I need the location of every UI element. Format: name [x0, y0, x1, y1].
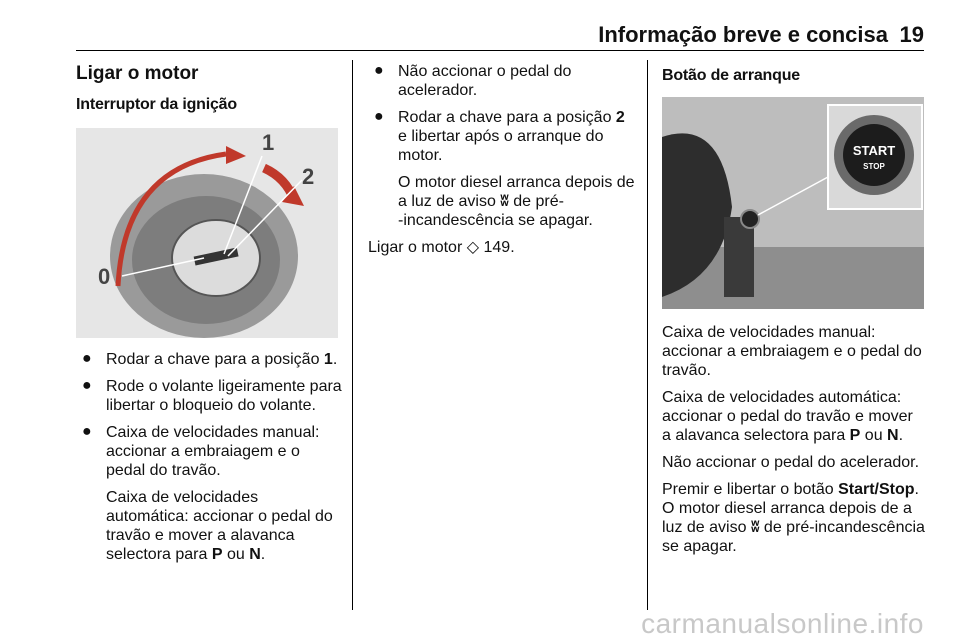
bullet-icon: ● [374, 62, 384, 79]
ignition-switch-figure [76, 128, 338, 338]
column-divider-2 [647, 60, 648, 610]
steering-column [724, 217, 754, 297]
section-heading: Ligar o motor [76, 63, 199, 84]
column-divider-1 [352, 60, 353, 610]
bullet-icon: ● [82, 377, 92, 394]
glow-plug-warning-icon: ʬ [750, 519, 760, 536]
paragraph: Premir e libertar o botão Start/Stop. O motor diesel arranca depois de a luz de aviso ʬ de pré-incandescência se apagar. [662, 481, 925, 555]
bullet-icon: ● [374, 108, 384, 125]
column-3 [662, 62, 926, 564]
list-item: ● Rodar a chave para a posição 2 e libertar após o arranque do motor. [374, 108, 625, 164]
list-item-continuation: Caixa de velocidades automática: accionar o pedal do travão e mover a alavanca selectora para P ou N. [106, 489, 333, 563]
button-label-stop: STOP [863, 162, 885, 171]
list-item: ● Rodar a chave para a posição 1. [82, 350, 338, 368]
glow-plug-warning-icon: ʬ [500, 193, 509, 210]
figure-label-1: 1 [262, 130, 275, 155]
bullet-icon: ● [82, 423, 92, 440]
subsection-heading: Interruptor da ignição [76, 96, 237, 113]
small-start-button [741, 210, 759, 228]
column-2 [368, 62, 636, 265]
figure-label-0: 0 [98, 264, 111, 289]
list-item: ● Não accionar o pedal do acelerador. [374, 62, 572, 99]
list-item: ● Caixa de velocidades manual: accionar a embraiagem e o pedal do travão. [82, 423, 320, 479]
page-reference[interactable]: Ligar o motor ◇ 149. [368, 239, 515, 256]
subsection-heading: Botão de arranque [662, 67, 800, 84]
figure-label-2: 2 [302, 164, 315, 189]
start-button-figure [662, 97, 924, 309]
column-1 [76, 62, 342, 572]
paragraph: Caixa de velocidades manual: accionar a embraiagem e o pedal do travão. [662, 324, 922, 379]
button-label-start: START [852, 143, 896, 158]
bullet-icon: ● [82, 350, 92, 367]
header-rule [76, 50, 924, 51]
page-reference-arrow-icon: ◇ [466, 239, 480, 256]
paragraph: Não accionar o pedal do acelerador. [662, 454, 920, 471]
list-item-continuation: O motor diesel arranca depois de a luz de aviso ʬ de pré- -incandescência se apagar. [398, 174, 635, 229]
watermark: carmanualsonline.info [641, 608, 924, 639]
list-item: ● Rode o volante ligeiramente para libertar o bloqueio do volante. [82, 377, 342, 414]
page-number: 19 [899, 22, 924, 47]
paragraph: Caixa de velocidades automática: accionar o pedal do travão e mover a alavanca selectora para P ou N. [662, 389, 913, 444]
page-header-title: Informação breve e concisa [598, 22, 888, 47]
